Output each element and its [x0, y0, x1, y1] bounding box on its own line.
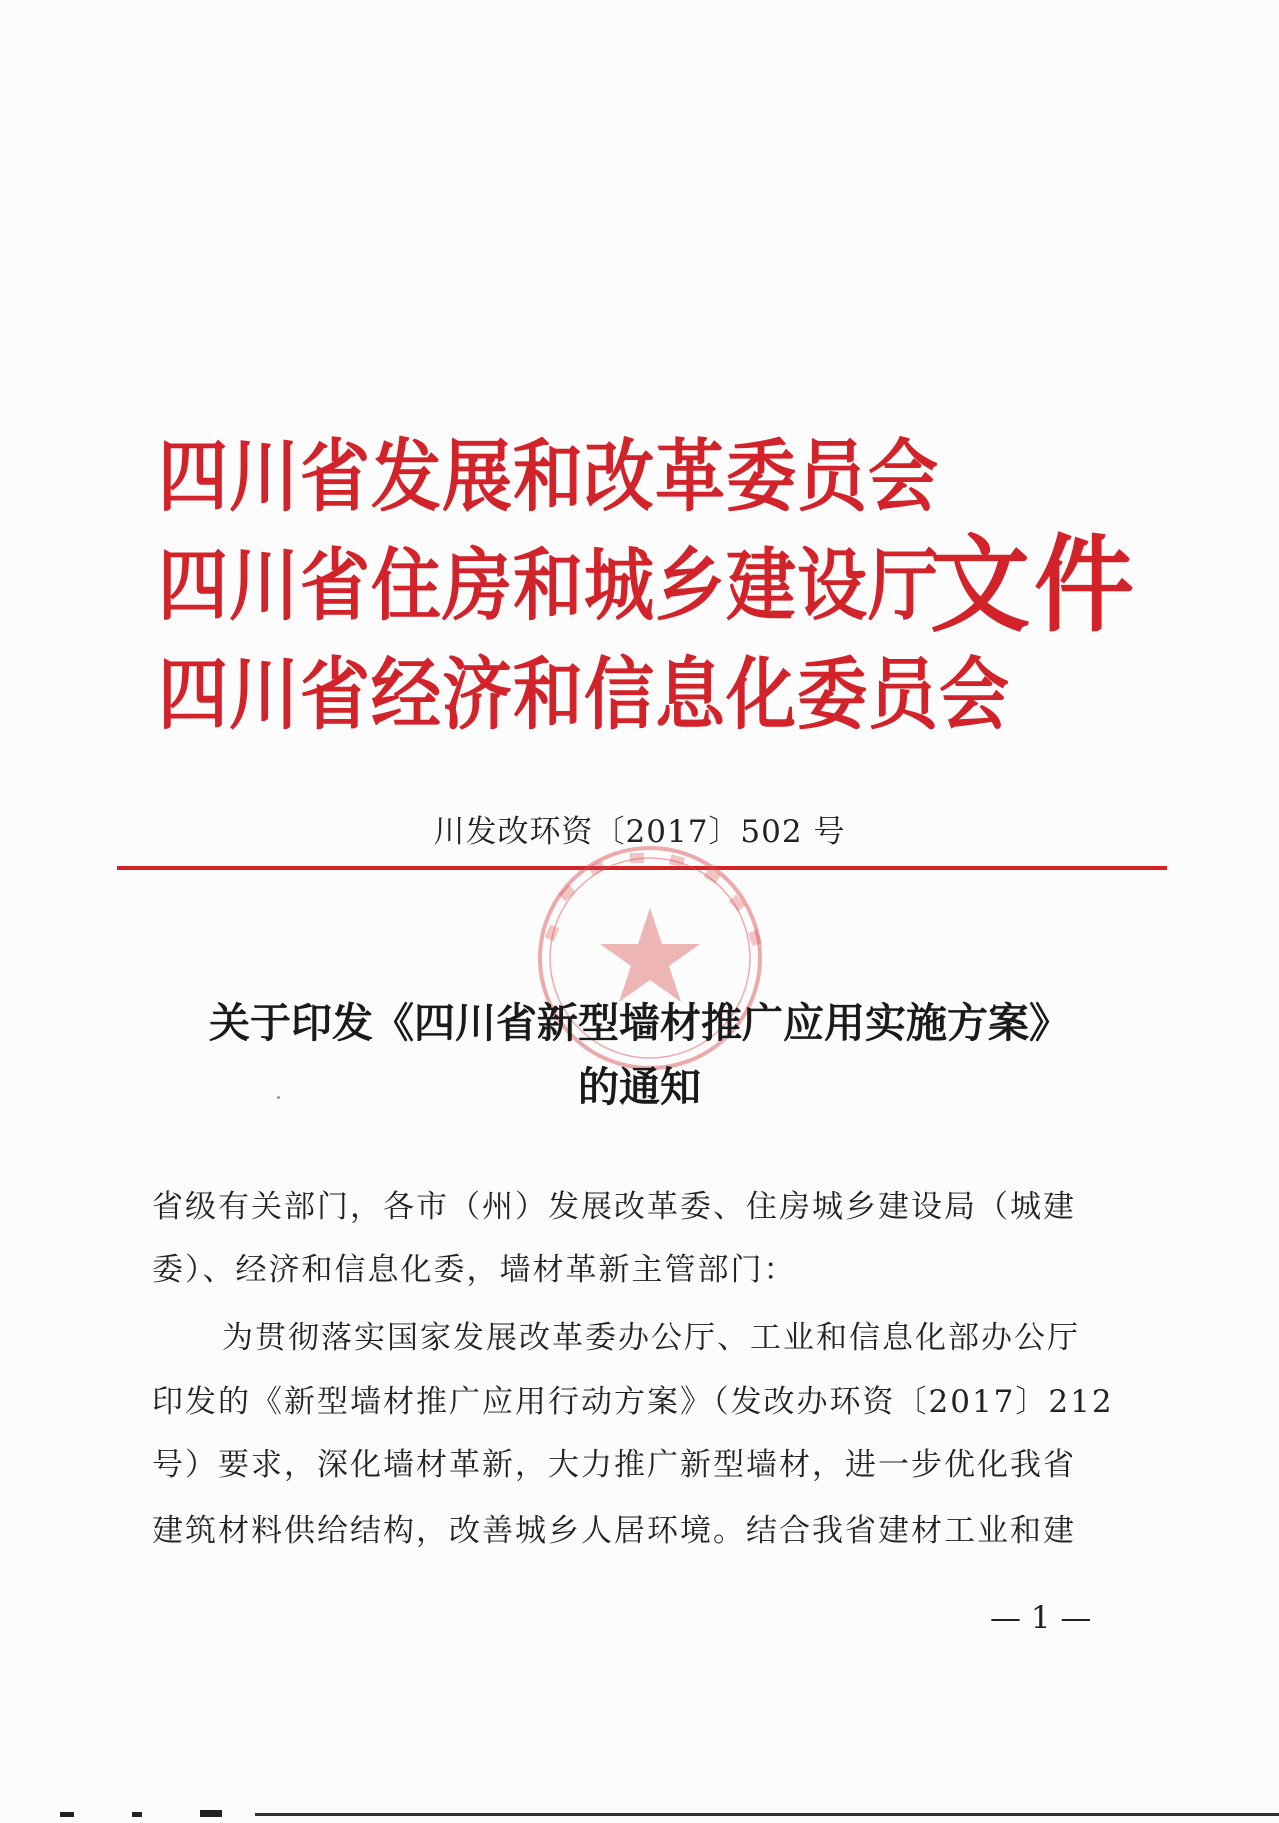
header-document-suffix: 文件: [930, 523, 1138, 647]
page-number: — 1 —: [990, 1600, 1092, 1636]
addressee-line-2: 委）、经济和信息化委，墙材革新主管部门：: [152, 1252, 797, 1288]
header-org-housing: 四川省住房和城乡建设厅: [158, 539, 939, 632]
scan-edge-mark: [60, 1812, 74, 1817]
scan-edge-line: [255, 1813, 1279, 1816]
header-org-economy: 四川省经济和信息化委员会: [158, 648, 1010, 741]
body-line-3: 号）要求，深化墙材革新，大力推广新型墙材，进一步优化我省: [152, 1447, 1076, 1483]
document-number: 川发改环资〔2017〕502 号: [433, 814, 846, 850]
scan-speck: [277, 1096, 280, 1099]
body-line-2: 印发的《新型墙材推广应用行动方案》（发改办环资〔2017〕212: [152, 1384, 1114, 1420]
star-seal-icon: [520, 838, 780, 1088]
document-title-line-1: 关于印发《四川省新型墙材推广应用实施方案》: [209, 999, 1070, 1047]
body-line-1: 为贯彻落实国家发展改革委办公厅、工业和信息化部办公厅: [222, 1320, 1080, 1356]
document-title-line-2: 的通知: [578, 1063, 701, 1111]
scan-edge-mark: [200, 1810, 222, 1817]
body-line-4: 建筑材料供给结构，改善城乡人居环境。结合我省建材工业和建: [152, 1513, 1076, 1549]
scan-edge-mark: [132, 1812, 142, 1817]
header-org-ndrc: 四川省发展和改革委员会: [158, 430, 939, 523]
addressee-line-1: 省级有关部门，各市（州）发展改革委、住房城乡建设局（城建: [152, 1189, 1076, 1225]
